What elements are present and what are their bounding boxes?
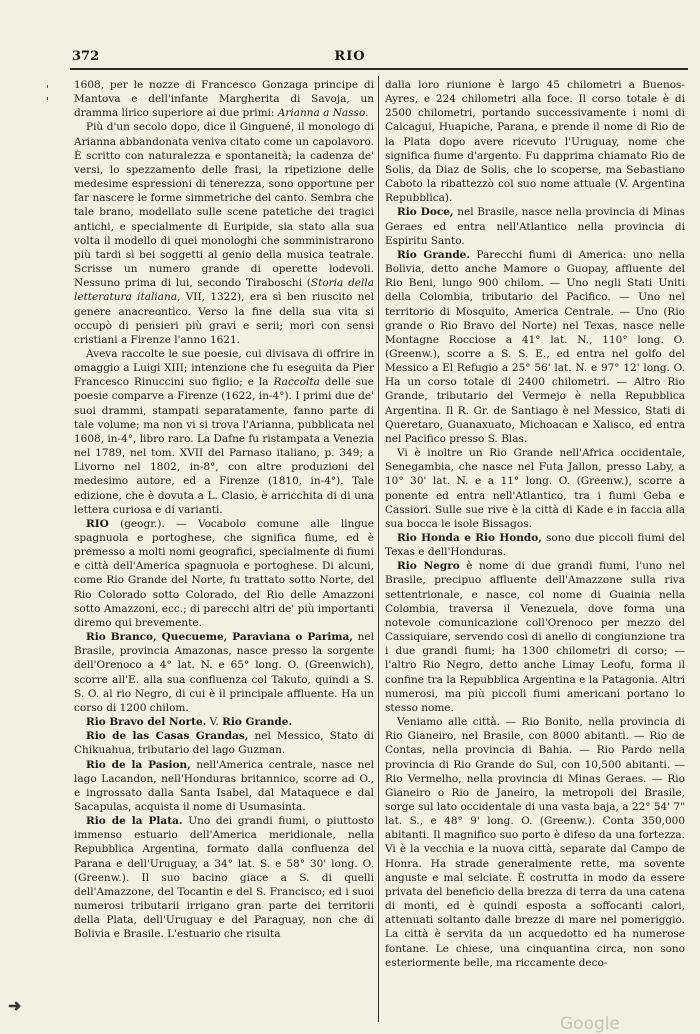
- paragraph-text: nel Brasile, provincia Amazonas, nasce presso la sorgente dell'Orenoco a 4° lat. N. e 65° long. O. (Greenwich), scorre all'E. alla sua confluenza col Takuto, quindi a S. S. O. al rio Negro, di cui è il principale affluente. Ha un corso di 1200 chilom.: [74, 631, 374, 714]
- margin-quote-mark: ' ': [46, 83, 50, 108]
- paragraph-text: 1608, per le nozze di Francesco Gonzaga principe di Mantova e dell'infante Margherita di Savoja, un dramma lirico superiore ai due primi:: [74, 79, 374, 120]
- paragraph: [74, 630, 374, 715]
- paragraph-lead: Rio Honda e Rio Hondo,: [397, 532, 542, 544]
- paragraph: [74, 715, 374, 729]
- paragraph: [385, 248, 685, 446]
- paragraph-text: (geogr.). — Vocabolo comune alle lingue spagnuola e portoghese, che significa fiume, ed è premesso a molti nomi geografici, specialmente di fiumi e città dell'America spagnuola e portoghese. Di alcuni, come Rio Grande del Norte, fu trattato sotto Norte, del Rio Colorado sotto Colorado, del Rio delle Amazzoni sotto Amazzoni, ecc.; di parecchi altri de' più importanti diremo qui brevemente.: [74, 517, 374, 629]
- paragraph: [74, 814, 374, 941]
- paragraph: [74, 347, 374, 517]
- paragraph-tail: VII, 1322), era sì ben riuscito nel genere anacreontico. Verso la fine della sua vita si occupò di pensieri più gravi e serii; morì con sensi cristiani a Firenze l'anno 1621.: [74, 291, 374, 346]
- paragraph-lead: Rio Negro: [397, 560, 460, 573]
- paragraph-text: nel Messico, Stato di Chikuahua, tributario del lago Guzman.: [74, 730, 374, 757]
- paragraph-text: Vi è inoltre un Rio Grande nell'Africa occidentale, Senegambia, che nasce nel Futa Jallon, presso Laby, a 10° 30' lat. N. e a 11° long. O. (Greenw.), scorre a ponente ed entra nell'Atlantico, tra i fiumi Geba e Cassiori. Sulle sue rive è la città di Kade e in faccia alla sua bocca le isole Bissagos.: [385, 447, 685, 530]
- paragraph-italic: Raccolta: [273, 376, 320, 389]
- paragraph-lead: RIO: [86, 517, 109, 530]
- right-column: [385, 78, 685, 970]
- paragraph: [74, 120, 374, 347]
- paragraph-text: è nome di due grandi fiumi, l'uno nel Brasile, precipuo affluente dell'Amazzone sulla riva settentrionale, e nasce, col nome di Guainia nella Colombia, traversa il Venezuela, dove forma una notevole comunicazione coll'Orenoco per mezzo del Cassiquiare, servendo così di anello di congiunzione tra i due grandi fiumi; ha 1300 chilometri di corso; — l'altro Rio Negro, detto anche Limay Leofu, forma il confine tra la Repubblica Argentina e la Patagonia. Altri numerosi, ma più piccoli fiumi americani portano lo stesso nome.: [385, 560, 685, 714]
- paragraph: [385, 205, 685, 247]
- column-divider: [378, 76, 379, 1022]
- paragraph-lead: Rio Grande.: [397, 248, 471, 261]
- paragraph-lead: Rio Branco, Quecueme, Paraviana o Parima,: [86, 631, 353, 644]
- paragraph: [385, 715, 685, 970]
- paragraph-italic: Arianna a Nasso.: [277, 107, 369, 120]
- paragraph-tail: delle sue poesie comparve a Firenze (1622, in-4°). I primi due de' suoi drammi, stampati separatamente, fanno parte di tale volume; ma non vi si trova l'Arianna, pubblicata nel 1608, in-4°, libro raro. La Dafne fu ristampata a Venezia nel 1789, nel tom. XVII del Parnaso italiano, p. 349; a Livorno nel 1802, in-8°, con altre produzioni del medesimo autore, ed a Firenze (1810, in-4°). Tale edizione, che è dovuta a L. Clasio, è arricchita di di una lettera curiosa e di varianti.: [74, 376, 375, 516]
- page-number: 372: [72, 49, 100, 64]
- paragraph: [385, 531, 685, 559]
- paragraph: [385, 559, 685, 715]
- paragraph-text: nel Brasile, nasce nella provincia di Minas Geraes ed entra nell'Atlantico nella provincia di Espiritu Santo.: [385, 206, 685, 247]
- paragraph-lead: Rio Bravo del Norte.: [86, 716, 207, 729]
- header-rule: [70, 68, 688, 70]
- paragraph-text: nell'America centrale, nasce nel lago Lacandon, nell'Honduras britannico, scorre ad O., e ingrossato dalla Santa Isabel, dal Mataquece e dal Sacapulas, acquista il nome di Usumasinta.: [74, 758, 375, 813]
- paragraph-tail: Rio Grande.: [222, 716, 293, 729]
- paragraph-text: sono due piccoli fiumi del Texas e dell'Honduras.: [385, 532, 685, 559]
- paragraph-text: dalla loro riunione è largo 45 chilometri a Buenos-Ayres, e 224 chilometri alla foce. Il corso totale è di 2500 chilometri, portando successivamente i nomi di Calcagui, Huapiche, Parana, e prende il nome di Rio de la Plata dopo avere ricevuto l'Uruguay, nome che significa fiume d'argento. Fu dapprima chiamato Rio de Solis, da Diaz de Solis, che lo scoperse, ma Sebastiano Caboto la ribattezzò col suo nome attuale (V. Argentina Repubblica).: [385, 79, 685, 205]
- watermark: Google: [560, 1014, 620, 1034]
- left-column: [74, 78, 374, 942]
- paragraph-text: Aveva raccolte le sue poesie, cui divisava di offrire in omaggio a Luigi XIII; intenzione che fu eseguita da Pier Francesco Rinuccini suo figlio; e la: [74, 347, 374, 389]
- running-head: RIO: [334, 49, 366, 64]
- paragraph: [385, 78, 685, 205]
- paragraph: [385, 446, 685, 531]
- paragraph-lead: Rio de las Casas Grandas,: [86, 730, 249, 743]
- paragraph-lead: Rio Doce,: [397, 206, 454, 219]
- paragraph: [74, 758, 374, 815]
- paragraph-lead: Rio de la Plata.: [86, 815, 183, 828]
- paragraph: [74, 517, 374, 630]
- paragraph-text: Parecchi fiumi di America: uno nella Bolivia, detto anche Mamore o Guopay, affluente del Rio Beni, lungo 900 chilom. — Uno negli Stati Uniti della Colombia, tributario del Pacifico. — Uno nel territorio di Mosquito, America Centrale. — Uno (Rio grande o Rio Bravo del Norte) nel Texas, nasce nelle Montagne Rocciose a 41° lat. N., 110° long. O. (Greenw.), scorre a S. S. E., ed entra nel golfo del Messico a El Refugio a 25° 56' lat. N. e 97° 12' long. O. Ha un corso totale di 2400 chilometri. — Altro Rio Grande, tributario del Vermejo è nella Repubblica Argentina. Il R. Gr. de Santiago è nel Messico, Stati di Queretaro, Guanaxuato, Michoacan e Xalisco, ed entra nel Pacifico presso S. Blas.: [385, 248, 685, 445]
- paragraph-text: Uno dei grandi fiumi, o piuttosto immenso estuario dell'America meridionale, nella Repubblica Argentina, formato dalla confluenza del Parana e dell'Uruguay, a 34° lat. S. e 58° 30' long. O. (Greenw.). Il suo bacino giace a S. di quelli dell'Amazzone, del Tocantin e del S. Francisco; ed i suoi numerosi tributarii irrigano gran parte dei territorii della Plata, dell'Uruguay e del Paraguay, non che di Bolivia e Brasile. L'estuario che risulta: [74, 815, 374, 941]
- paragraph-text: Veniamo alle città. — Rio Bonito, nella provincia di Rio Gianeiro, nel Brasile, con 8000 abitanti. — Rio de Contas, nella provincia di Bahia. — Rio Pardo nella provincia di Rio Grande do Sul, con 10,500 abitanti. — Rio Vermelho, nella provincia di Minas Geraes. — Rio Gianeiro o Rio de Janeiro, la metropoli del Brasile, sorge sul lato occidentale di una vasta baja, a 22° 54' 7" lat. S., e 48° 9' long. O. (Greenw.). Conta 350,000 abitanti. Il magnifico suo porto è difeso da una fortezza. Vi è la vecchia e la nuova città, separate dal Campo de Honra. Ha strade generalmente rette, ma sovente anguste e mal selciate. È costrutta in modo da essere privata del beneficio della brezza di terra da una catena di monti, ed è quindi esposta a soffocanti calori, attenuati soltanto dalle brezze di mare nel pomeriggio. La città è servita da un acquedotto ed ha numerose fontane. Le chiese, una cinquantina circa, non sono esteriormente belle, ma riccamente deco-: [385, 716, 685, 969]
- paragraph-italic: Storia della letteratura italiana,: [74, 277, 375, 304]
- paragraph-text: Più d'un secolo dopo, dice il Ginguené, il monologo di Arianna abbandonata veniva citato come un capolavoro. È scritto con naturalezza e spontaneità; la cadenza de' versi, lo spezzamento delle frasi, la ripetizione delle medesime espressioni di tenerezza, sono opportune per far nascere le forme simmetriche del canto. Sembra che tale brano, modellato sulle scene patetiche dei tragici antichi, e specialmente di Euripide, sia stato alla sua volta il modello di quei monologhi che somministrarono più tardi sì bei soggetti al genio della musica teatrale. Scrisse un numero grande di operette lodevoli. Nessuno prima di lui, secondo Tiraboschi (: [74, 121, 375, 290]
- arrow-icon: ➜: [8, 996, 22, 1015]
- paragraph: [74, 78, 374, 120]
- paragraph-text: V.: [206, 716, 223, 729]
- paragraph-lead: Rio de la Pasion,: [86, 758, 191, 771]
- paragraph: [74, 729, 374, 757]
